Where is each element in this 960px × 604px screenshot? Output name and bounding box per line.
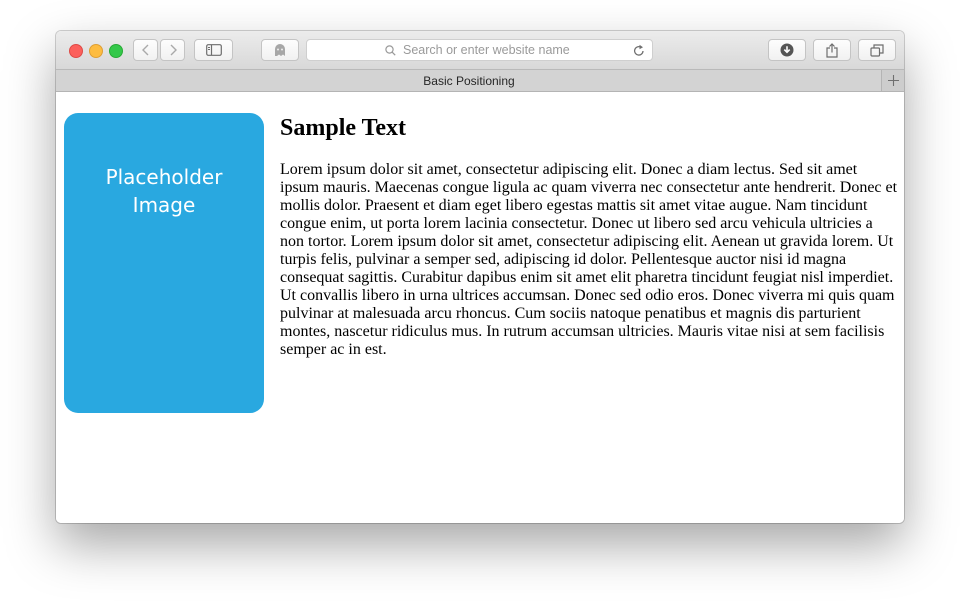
share-button[interactable]	[813, 39, 851, 61]
plus-icon	[888, 75, 899, 86]
tab-title[interactable]: Basic Positioning	[423, 74, 515, 88]
address-placeholder: Search or enter website name	[403, 43, 570, 57]
tab-overview-button[interactable]	[858, 39, 896, 61]
address-bar[interactable]	[306, 39, 653, 61]
sidebar-button[interactable]	[194, 39, 233, 61]
back-button[interactable]	[133, 39, 158, 61]
new-tab-button[interactable]	[881, 70, 904, 91]
placeholder-label: Placeholder Image	[105, 165, 223, 217]
minimize-button[interactable]	[89, 44, 103, 58]
chevron-right-icon	[168, 44, 178, 56]
close-button[interactable]	[69, 44, 83, 58]
download-button[interactable]	[768, 39, 806, 61]
tabs-overview-icon	[870, 44, 884, 57]
chevron-left-icon	[141, 44, 151, 56]
browser-toolbar	[56, 31, 904, 70]
share-icon	[826, 43, 838, 58]
maximize-button[interactable]	[109, 44, 123, 58]
private-browsing-button[interactable]	[261, 39, 299, 61]
browser-window	[56, 31, 904, 523]
body-paragraph: Lorem ipsum dolor sit amet, consectetur adipiscing elit. Donec a diam lectus. Sed sit amet ipsum mauris. Maecenas congue ligula ac quam viverra nec consectetur ante hendrerit. Donec et mollis dolor. Praesent et diam eget libero egestas mattis sit amet vitae augue. Nam tincidunt congue enim, ut porta lorem lacinia consectetur. Donec ut libero sed arcu vehicula ultricies a non tortor. Lorem ipsum dolor sit amet, consectetur adipiscing elit. Aenean ut gravida lorem. Ut turpis felis, pulvinar a semper sed, adipiscing id dolor. Pellentesque auctor nisi id magna consequat sagittis. Curabitur dapibus enim sit amet elit pharetra tincidunt feugiat nisl imperdiet. Ut convallis libero in urna ultrices accumsan. Donec sed odio eros. Donec viverra mi quis quam pulvinar at malesuada arcu rhoncus. Cum sociis natoque penatibus et magnis dis parturient montes, nascetur ridiculus mus. In rutrum accumsan ultricies. Mauris vitae nisi at sem facilisis semper ac in est.	[280, 161, 898, 358]
forward-button[interactable]	[160, 39, 185, 61]
ghost-icon	[274, 43, 286, 57]
page-content	[56, 92, 904, 523]
search-icon	[385, 45, 396, 56]
sidebar-icon	[206, 44, 222, 56]
tab-bar	[56, 70, 904, 92]
reload-icon[interactable]	[633, 44, 645, 57]
placeholder-image	[64, 113, 264, 413]
download-icon	[780, 43, 794, 57]
page-heading: Sample Text	[280, 115, 407, 141]
